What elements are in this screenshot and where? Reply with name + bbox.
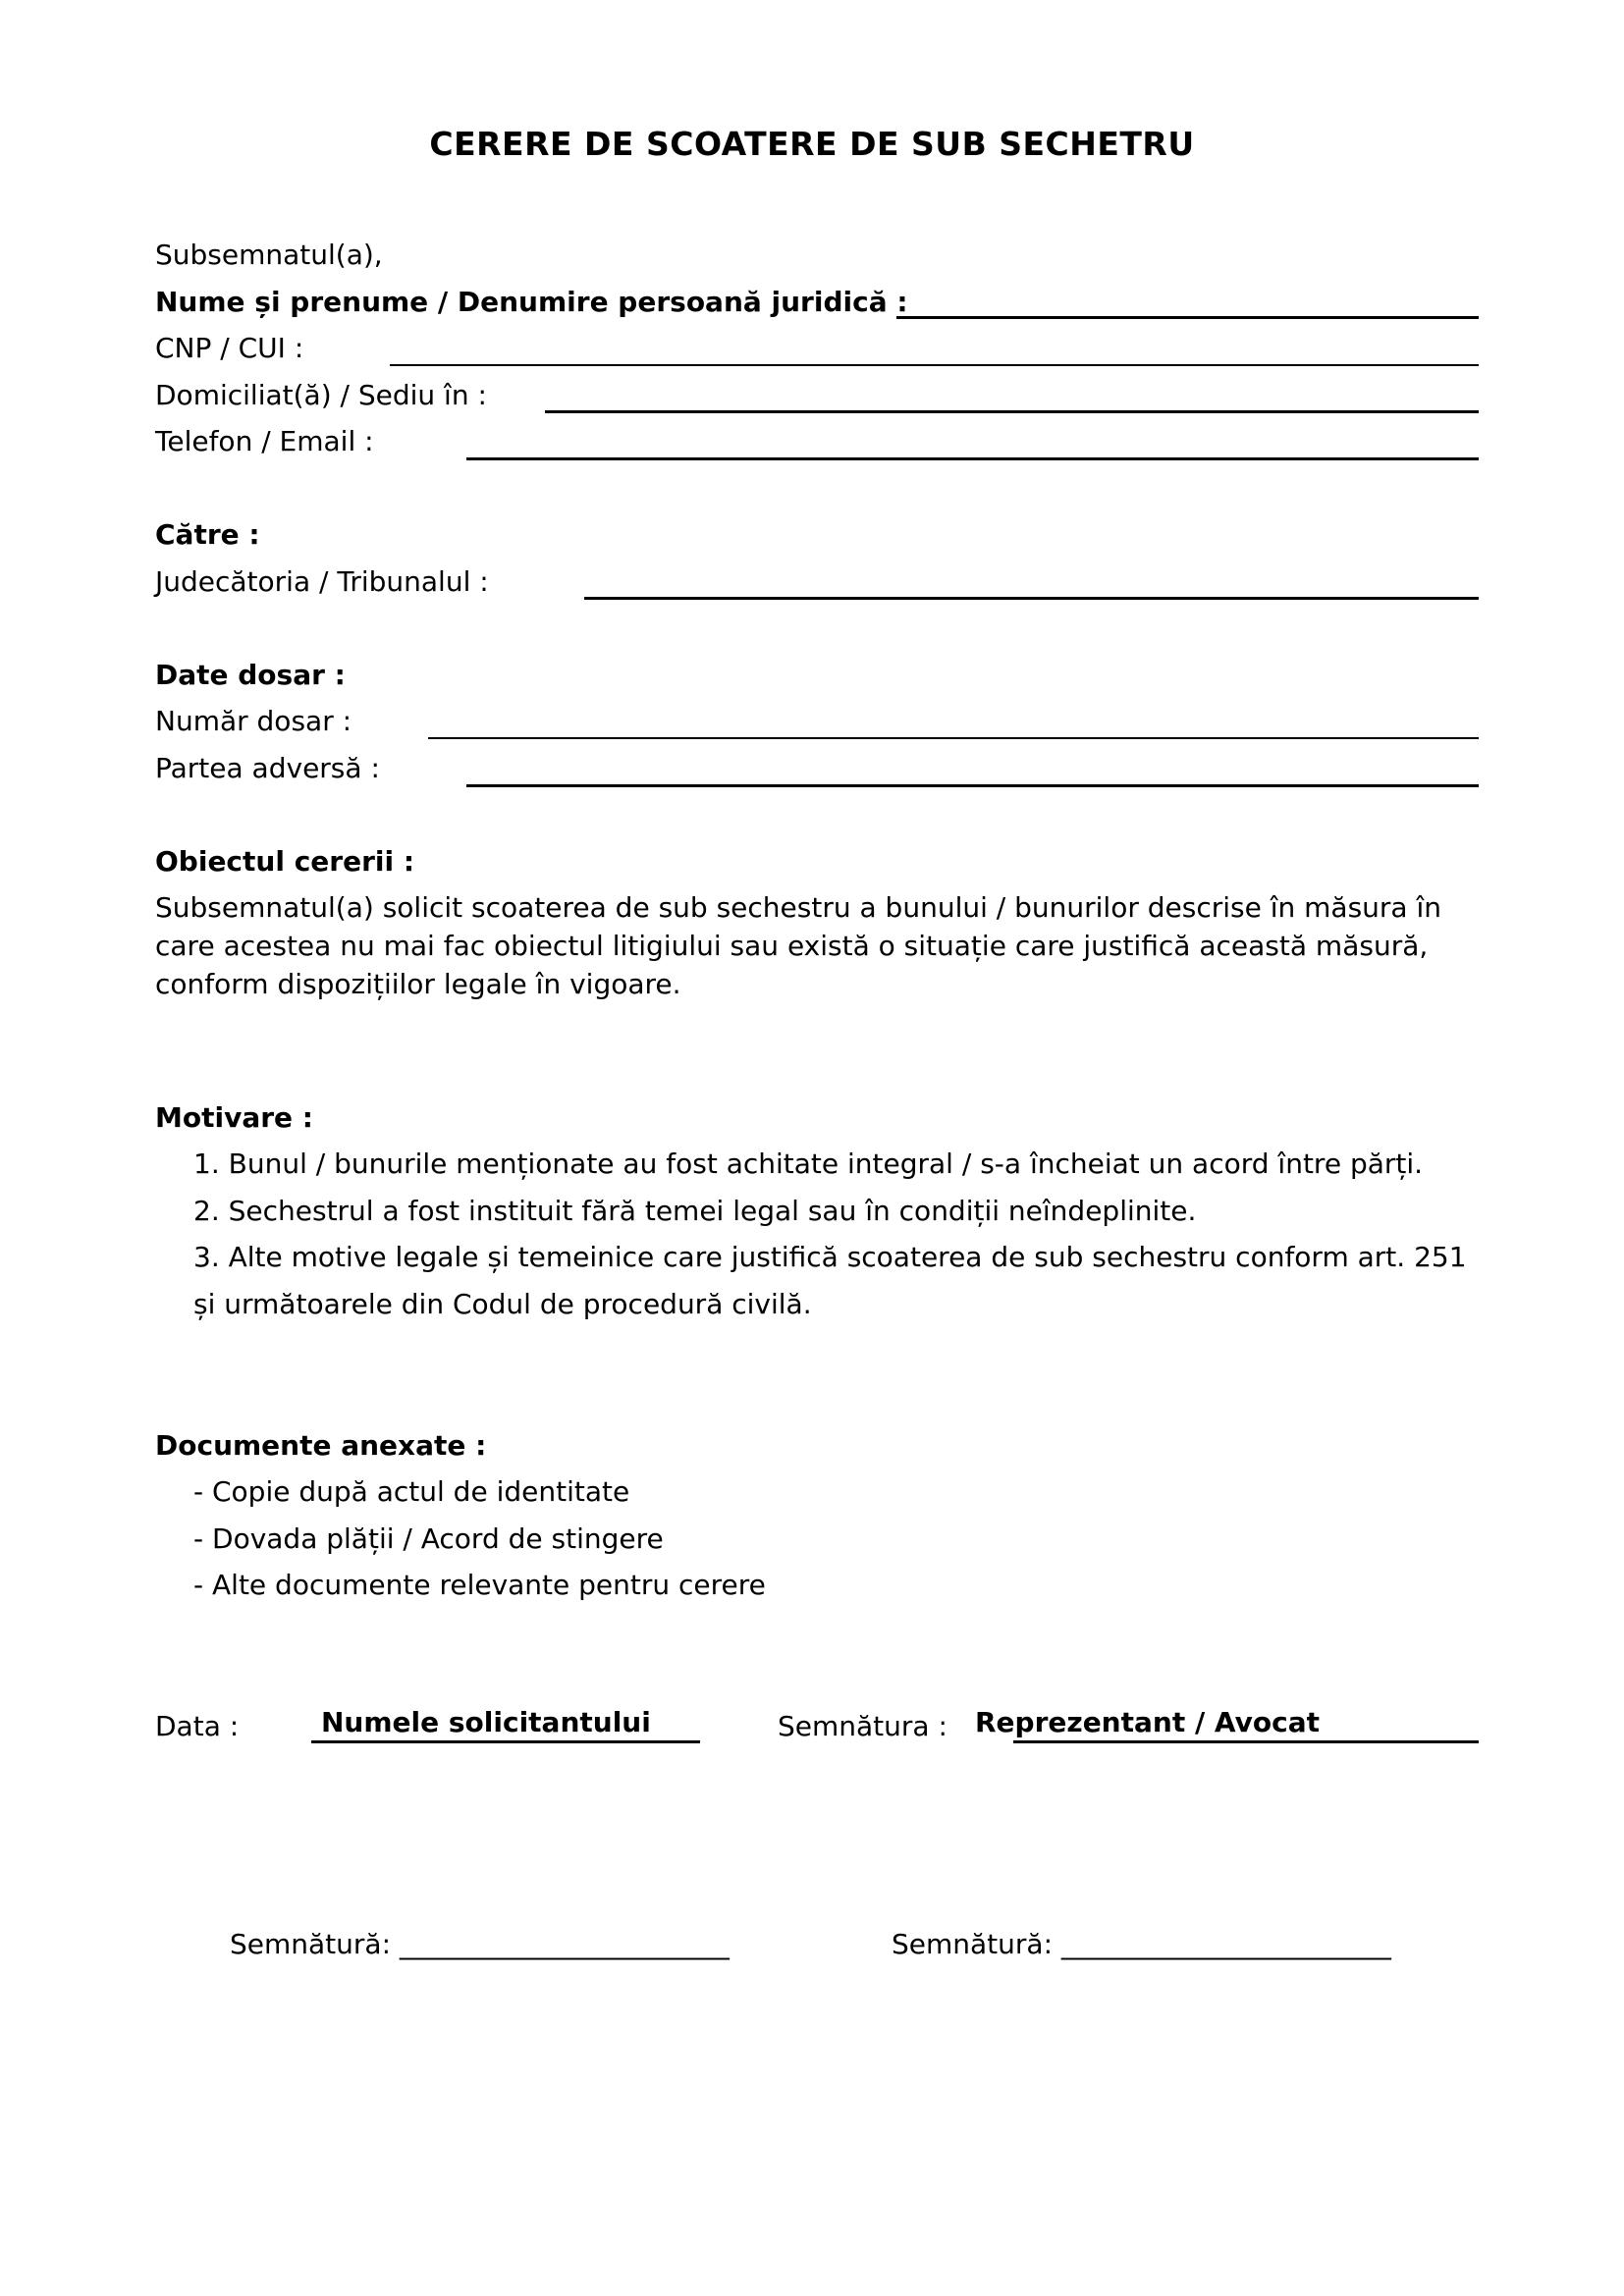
applicant-name: Numele solicitantului (321, 1706, 651, 1738)
motivation-heading: Motivare : (155, 1101, 313, 1134)
intro-text: Subsemnatul(a), (155, 239, 383, 271)
contact-label: Telefon / Email : (155, 425, 374, 457)
object-text: Subsemnatul(a) solicit scoaterea de sub sechestru a bunului / bunurilor descrise în măsura în care acestea nu mai fac obiectul litigiului sau există o situație care justifică această măsură, conform dispozițiilor legale în vigoare. (155, 891, 1442, 1000)
case-heading: Date dosar : (155, 659, 346, 691)
representative-label: Reprezentant / Avocat (975, 1706, 1320, 1738)
date-label: Data : (155, 1710, 240, 1742)
signature-label: Semnătura : (778, 1710, 947, 1742)
name-field-line[interactable] (896, 316, 1479, 319)
address-label: Domiciliat(ă) / Sediu în : (155, 379, 487, 411)
case-number-label: Număr dosar : (155, 705, 352, 737)
case-number-field-line[interactable] (428, 737, 1479, 739)
motivation-item-2: 2. Sechestrul a fost instituit fără temei legal sau în condiții neîndeplinite. (193, 1195, 1197, 1227)
motivation-item-3: 3. Alte motive legale și temeinice care justifică scoaterea de sub sechestru conform art. 251 (193, 1241, 1467, 1273)
recipient-heading: Către : (155, 518, 260, 551)
document-title: CERERE DE SCOATERE DE SUB SECHETRU (429, 125, 1195, 163)
adverse-party-field-line[interactable] (466, 784, 1479, 787)
address-field-line[interactable] (545, 410, 1479, 413)
date-field-line[interactable] (311, 1740, 700, 1743)
court-label: Judecătoria / Tribunalul : (155, 565, 489, 598)
annex-item-3: - Alte documente relevante pentru cerere (193, 1569, 766, 1601)
name-label: Nume și prenume / Denumire persoană juridică : (155, 286, 908, 318)
cnp-label: CNP / CUI : (155, 332, 304, 364)
signature-right: Semnătură: ________________________ (892, 1928, 1391, 1960)
court-field-line[interactable] (584, 597, 1479, 600)
contact-field-line[interactable] (466, 457, 1479, 460)
motivation-item-1: 1. Bunul / bunurile menționate au fost achitate integral / s-a încheiat un acord între părți. (193, 1148, 1424, 1180)
signature-left: Semnătură: ________________________ (230, 1928, 730, 1960)
motivation-item-3-continued: și următoarele din Codul de procedură civilă. (193, 1288, 812, 1320)
annex-item-1: - Copie după actul de identitate (193, 1475, 630, 1508)
annexes-heading: Documente anexate : (155, 1429, 487, 1462)
object-heading: Obiectul cererii : (155, 845, 415, 878)
adverse-party-label: Partea adversă : (155, 752, 380, 784)
annex-item-2: - Dovada plății / Acord de stingere (193, 1522, 664, 1555)
signature-field-line[interactable] (1013, 1740, 1479, 1743)
cnp-field-line[interactable] (390, 364, 1479, 366)
